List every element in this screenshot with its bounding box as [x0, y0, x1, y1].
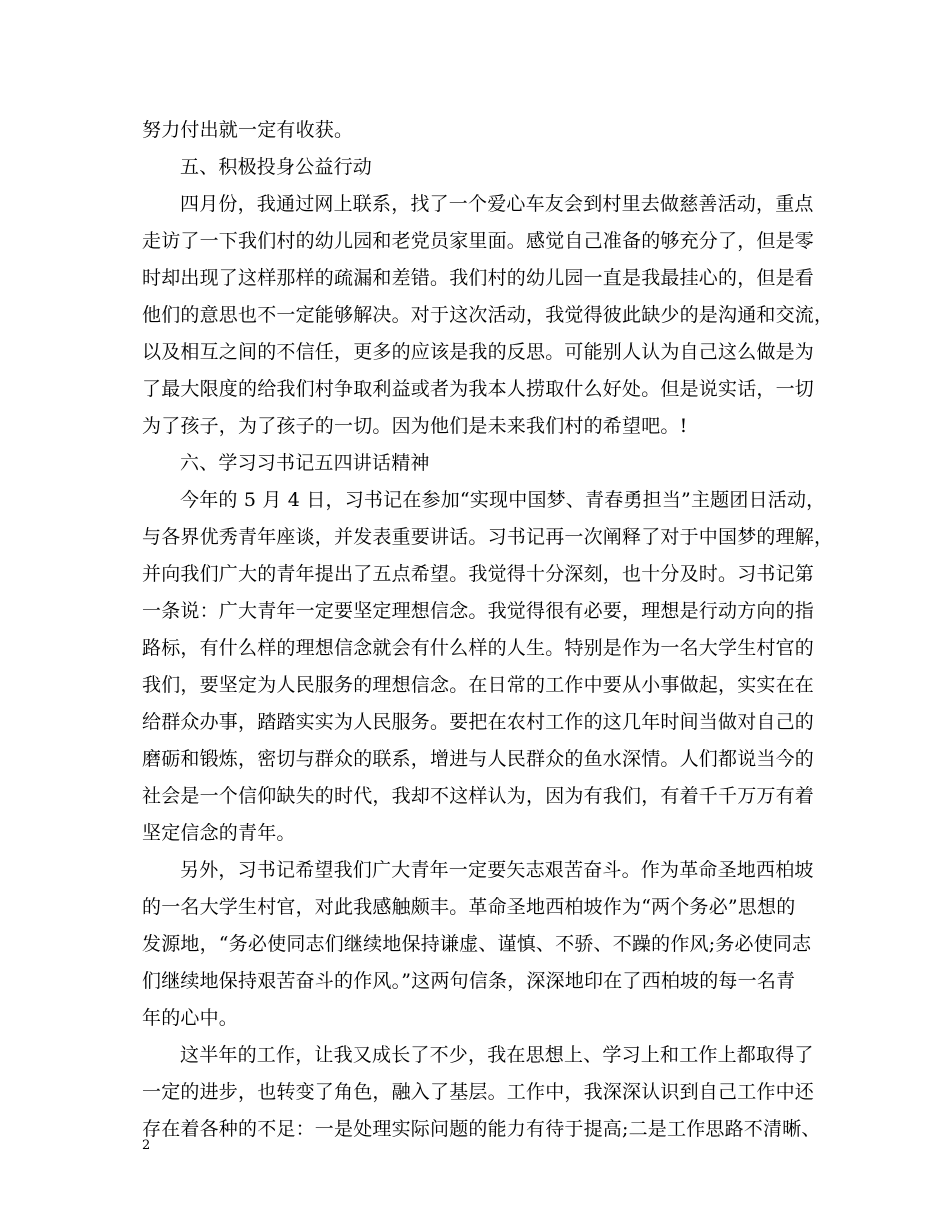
text-line: 发源地，“务必使同志们继续地保持谦虚、谨慎、不骄、不躁的作风;务必使同志: [142, 933, 812, 955]
text-line: 另外，习书记希望我们广大青年一定要矢志艰苦奋斗。作为革命圣地西柏坡: [180, 859, 814, 881]
text-line: 时却出现了这样那样的疏漏和差错。我们村的幼儿园一直是我最挂心的，但是看: [142, 267, 815, 289]
section-heading: 六、学习习书记五四讲话精神: [180, 452, 430, 474]
text-line: 一条说：广大青年一定要坚定理想信念。我觉得很有必要，理想是行动方向的指: [142, 600, 815, 622]
text-line: 一定的进步，也转变了角色，融入了基层。工作中，我深深认识到自己工作中还: [142, 1081, 815, 1103]
text-line: 坚定信念的青年。: [142, 822, 296, 844]
text-line: 努力付出就一定有收获。: [142, 119, 354, 141]
text-line: 为了孩子，为了孩子的一切。因为他们是未来我们村的希望吧。!: [142, 415, 688, 437]
text-line: 路标，有什么样的理想信念就会有什么样的人生。特别是作为一名大学生村官的: [142, 637, 815, 659]
text-line: 这半年的工作，让我又成长了不少，我在思想上、学习上和工作上都取得了: [180, 1044, 814, 1066]
text-line: 走访了一下我们村的幼儿园和老党员家里面。感觉自己准备的够充分了，但是零: [142, 230, 815, 252]
text-line: 的一名大学生村官，对此我感触颇丰。革命圣地西柏坡作为“两个务必”思想的: [142, 896, 796, 918]
text-line: 了最大限度的给我们村争取利益或者为我本人捞取什么好处。但是说实话，一切: [142, 378, 815, 400]
text-line: 他们的意思也不一定能够解决。对于这次活动，我觉得彼此缺少的是沟通和交流，: [142, 304, 834, 326]
text-line: 我们，要坚定为人民服务的理想信念。在日常的工作中要从小事做起，实实在在: [142, 674, 815, 696]
text-line: 年的心中。: [142, 1007, 239, 1029]
text-line: 社会是一个信仰缺失的时代，我却不这样认为，因为有我们，有着千千万万有着: [142, 785, 815, 807]
text-line: 们继续地保持艰苦奋斗的作风。”这两句信条，深深地印在了西柏坡的每一名青: [142, 970, 796, 992]
text-line: 磨砺和锻炼，密切与群众的联系，增进与人民群众的鱼水深情。人们都说当今的: [142, 748, 815, 770]
text-line: 存在着各种的不足：一是处理实际问题的能力有待于提高;二是工作思路不清晰、: [142, 1118, 821, 1140]
text-line: 与各界优秀青年座谈，并发表重要讲话。习书记再一次阐释了对于中国梦的理解，: [142, 526, 834, 548]
section-heading: 五、积极投身公益行动: [180, 156, 373, 178]
text-line: 给群众办事，踏踏实实为人民服务。要把在农村工作的这几年时间当做对自己的: [142, 711, 815, 733]
text-line: 并向我们广大的青年提出了五点希望。我觉得十分深刻，也十分及时。习书记第: [142, 563, 815, 585]
text-line: 以及相互之间的不信任，更多的应该是我的反思。可能别人认为自己这么做是为: [142, 341, 815, 363]
text-line: 今年的 5 月 4 日，习书记在参加“实现中国梦、青春勇担当”主题团日活动，: [180, 489, 826, 511]
text-line: 四月份，我通过网上联系，找了一个爱心车友会到村里去做慈善活动，重点: [180, 193, 814, 215]
page-number: 2: [142, 1138, 151, 1153]
